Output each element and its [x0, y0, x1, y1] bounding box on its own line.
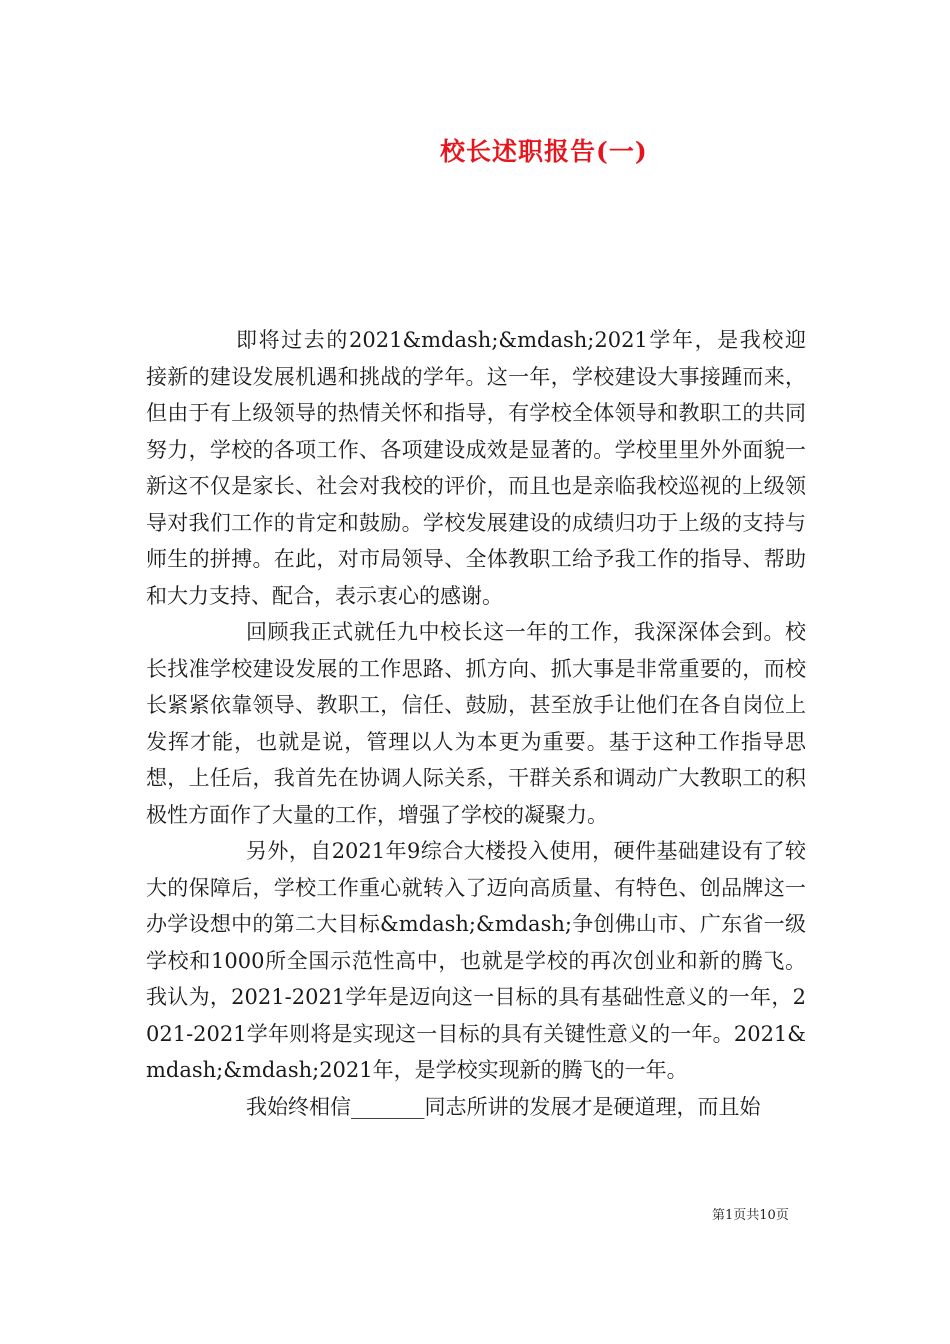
paragraph-3: 另外，自2021年9综合大楼投入使用，硬件基础建设有了较大的保障后，学校工作重心就转入了迈向高质量、有特色、创品牌这一办学设想中的第二大目标&mdash;&mdash;争创佛山市、广东省一级学校和1000所全国示范性高中，也就是学校的再次创业和新的腾飞。我认为，2021-2021学年是迈向这一目标的具有基础性意义的一年，2021-2021学年则将是实现这一目标的具有关键性意义的一年。2021&mdash;&mdash;2021年，是学校实现新的腾飞的一年。	[146, 839, 806, 1082]
document-title: 校长述职报告(一)	[440, 137, 648, 166]
paragraph-2: 回顾我正式就任九中校长这一年的工作，我深深体会到。校长找准学校建设发展的工作思路、抓方向、抓大事是非常重要的，而校长紧紧依靠领导、教职工，信任、鼓励，甚至放手让他们在各自岗位上发挥才能，也就是说，管理以人为本更为重要。基于这种工作指导思想，上任后，我首先在协调人际关系，干群关系和调动广大教职工的积极性方面作了大量的工作，增强了学校的凝聚力。	[146, 620, 806, 827]
paragraph-1: 即将过去的2021&mdash;&mdash;2021学年，是我校迎接新的建设发展机遇和挑战的学年。这一年，学校建设大事接踵而来，但由于有上级领导的热情关怀和指导，有学校全体领导和教职工的共同努力，学校的各项工作、各项建设成效是显著的。学校里里外外面貌一新这不仅是家长、社会对我校的评价，而且也是亲临我校巡视的上级领导对我们工作的肯定和鼓励。学校发展建设的成绩归功于上级的支持与师生的拼搏。在此，对市局领导、全体教职工给予我工作的指导、帮助和大力支持、配合，表示衷心的感谢。	[146, 328, 806, 608]
paragraph-4: 我始终相信_______同志所讲的发展才是硬道理，而且始	[246, 1094, 761, 1119]
page-number: 第1页共10页	[712, 1208, 789, 1223]
document-body	[146, 322, 806, 1125]
